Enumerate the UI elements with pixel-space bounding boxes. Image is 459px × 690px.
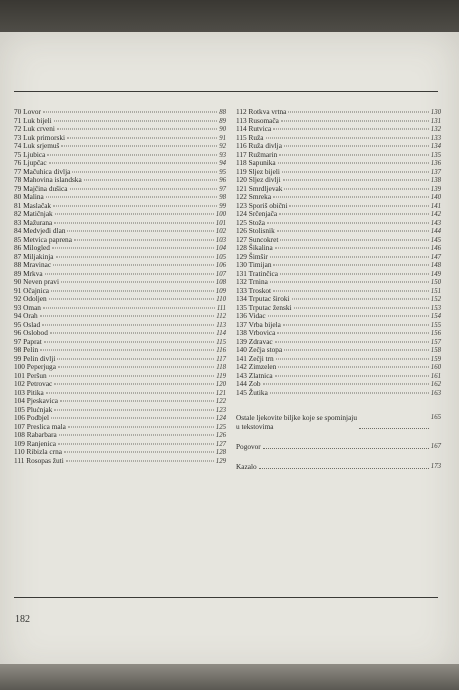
dot-leader bbox=[61, 282, 214, 283]
entry-page-number: 107 bbox=[215, 270, 226, 278]
entry-page-number: 148 bbox=[430, 262, 441, 269]
entry-label: 132 Trnina bbox=[236, 277, 268, 286]
dot-leader bbox=[275, 375, 429, 376]
entry-page-number: 89 bbox=[219, 117, 226, 125]
dot-leader bbox=[270, 256, 429, 257]
entry-page-number: 137 bbox=[430, 168, 441, 176]
entry-label: 97 Paprat bbox=[14, 336, 42, 346]
dot-leader bbox=[259, 468, 429, 469]
entry-label: 121 Smrdljevak bbox=[236, 183, 283, 193]
entry-page-number: 136 bbox=[430, 160, 441, 167]
dot-leader bbox=[359, 428, 429, 429]
entry-page-number: 152 bbox=[430, 296, 441, 303]
entry-page-number: 159 bbox=[430, 355, 441, 363]
entry-page-number: 144 bbox=[430, 228, 441, 235]
dot-leader bbox=[46, 197, 217, 198]
entry-page-number: 93 bbox=[219, 151, 226, 159]
entry-label: 129 Šimšir bbox=[236, 251, 268, 261]
dot-leader bbox=[51, 290, 214, 291]
dot-leader bbox=[51, 418, 214, 419]
entry-label: 93 Oman bbox=[14, 302, 41, 312]
entry-label: 111 Rosopas žuti bbox=[14, 455, 64, 465]
entry-label: 112 Rotkva vrtna bbox=[236, 107, 287, 116]
entry-page-number: 173 bbox=[430, 463, 441, 470]
dot-leader bbox=[57, 129, 217, 130]
dot-leader bbox=[281, 120, 429, 121]
dot-leader bbox=[67, 231, 213, 232]
entry-page-number: 129 bbox=[215, 457, 226, 465]
dot-leader bbox=[58, 367, 214, 368]
dot-leader bbox=[294, 307, 429, 308]
index-entry bbox=[14, 295, 226, 304]
dot-leader bbox=[56, 256, 214, 257]
dot-leader bbox=[40, 350, 214, 351]
dot-leader bbox=[49, 163, 218, 164]
index-entry bbox=[14, 142, 226, 151]
entry-label: 117 Ružmarin bbox=[236, 149, 278, 159]
dot-leader bbox=[266, 137, 429, 138]
entry-label: 145 Žutika bbox=[236, 387, 268, 397]
entry-label: 130 Timijan bbox=[236, 260, 272, 269]
entry-label: 141 Zečji trn bbox=[236, 353, 274, 363]
dot-leader bbox=[57, 358, 214, 359]
entry-page-number: 146 bbox=[430, 245, 441, 252]
dot-leader bbox=[72, 171, 217, 172]
dot-leader bbox=[270, 282, 429, 283]
entry-page-number: 151 bbox=[430, 287, 441, 295]
dot-leader bbox=[49, 299, 215, 300]
dot-leader bbox=[55, 214, 214, 215]
entry-label: 109 Ranjenica bbox=[14, 438, 56, 448]
dot-leader bbox=[277, 231, 429, 232]
entry-label: 78 Mahovina islandska bbox=[14, 175, 82, 184]
entry-label: 96 Oslobod bbox=[14, 328, 48, 337]
entry-label: 98 Pelin bbox=[14, 345, 39, 354]
entry-page-number: 116 bbox=[216, 347, 226, 354]
entry-page-number: 111 bbox=[216, 304, 226, 312]
entry-page-number: 142 bbox=[430, 211, 441, 218]
dot-leader bbox=[52, 248, 214, 249]
entry-label: 101 Peršun bbox=[14, 370, 47, 380]
index-entry bbox=[236, 389, 441, 398]
entry-label: 90 Neven pravi bbox=[14, 277, 59, 286]
entry-label: 75 Ljubica bbox=[14, 149, 46, 159]
entry-page-number: 114 bbox=[216, 330, 226, 337]
dot-leader bbox=[67, 137, 217, 138]
dot-leader bbox=[54, 409, 213, 410]
dot-leader bbox=[279, 214, 429, 215]
dot-leader bbox=[43, 112, 217, 113]
entry-label: 140 Zečja stopa bbox=[236, 345, 283, 354]
entry-page-number: 162 bbox=[430, 381, 441, 388]
entry-page-number: 153 bbox=[430, 304, 441, 312]
entry-label: 116 Ruža divlja bbox=[236, 141, 282, 150]
entry-label: 131 Tratinčica bbox=[236, 268, 278, 278]
entry-label: 135 Trputac ženski bbox=[236, 302, 292, 312]
dot-leader bbox=[84, 180, 218, 181]
top-rule bbox=[14, 91, 438, 92]
entry-label: 79 Majčina dušica bbox=[14, 183, 68, 193]
entry-label: 72 Luk crveni bbox=[14, 124, 55, 133]
entry-page-number: 118 bbox=[216, 364, 226, 371]
entry-page-number: 110 bbox=[216, 296, 226, 303]
dot-leader bbox=[263, 448, 429, 449]
entry-page-number: 167 bbox=[430, 443, 441, 450]
dot-leader bbox=[45, 273, 214, 274]
dot-leader bbox=[283, 324, 429, 325]
dot-leader bbox=[289, 205, 428, 206]
entry-label: 83 Mažurana bbox=[14, 217, 53, 227]
dot-leader bbox=[279, 154, 429, 155]
dot-leader bbox=[284, 350, 429, 351]
entry-label: 102 Petrovac bbox=[14, 379, 53, 388]
entry-page-number: 141 bbox=[430, 202, 441, 210]
index-entry bbox=[14, 312, 226, 321]
entry-label: 114 Rutvica bbox=[236, 124, 272, 133]
entry-page-number: 102 bbox=[215, 228, 226, 235]
entry-label: 103 Pitika bbox=[14, 387, 44, 397]
entry-label: 107 Preslica mala bbox=[14, 421, 66, 431]
dot-leader bbox=[70, 188, 218, 189]
extra-entry-line2: u tekstovima bbox=[236, 422, 274, 431]
entry-page-number: 133 bbox=[430, 134, 441, 142]
extra-entry-line1: Pogovor bbox=[236, 442, 261, 451]
index-entry bbox=[14, 185, 226, 194]
entry-page-number: 117 bbox=[216, 355, 226, 363]
entry-label: 126 Stolisnik bbox=[236, 226, 275, 235]
entry-label: 115 Ruža bbox=[236, 132, 264, 142]
entry-page-number: 91 bbox=[219, 134, 226, 142]
extra-entry-text bbox=[236, 442, 261, 451]
entry-page-number: 130 bbox=[430, 109, 441, 116]
dot-leader bbox=[284, 188, 428, 189]
dot-leader bbox=[54, 120, 218, 121]
entry-label: 94 Orah bbox=[14, 311, 38, 320]
dot-leader bbox=[280, 273, 429, 274]
dot-leader bbox=[40, 316, 215, 317]
entry-label: 92 Odoljen bbox=[14, 294, 47, 303]
dot-leader bbox=[273, 265, 428, 266]
entry-page-number: 103 bbox=[215, 236, 226, 244]
entry-page-number: 108 bbox=[215, 279, 226, 286]
entry-label: 70 Lovor bbox=[14, 107, 41, 116]
dot-leader bbox=[46, 392, 214, 393]
entry-label: 142 Zimzelen bbox=[236, 362, 277, 371]
entry-page-number: 101 bbox=[215, 219, 226, 227]
entry-page-number: 94 bbox=[219, 160, 226, 167]
entry-label: 100 Peperjuga bbox=[14, 362, 56, 371]
entry-page-number: 140 bbox=[430, 194, 441, 201]
dot-leader bbox=[43, 307, 215, 308]
entry-label: 143 Zlatnica bbox=[236, 370, 273, 380]
dot-leader bbox=[42, 324, 214, 325]
entry-label: 125 Stoža bbox=[236, 217, 265, 227]
dot-leader bbox=[278, 163, 429, 164]
index-entry bbox=[236, 372, 441, 381]
index-column-right bbox=[236, 108, 441, 482]
entry-page-number: 157 bbox=[430, 338, 441, 346]
entry-page-number: 113 bbox=[216, 321, 226, 329]
index-entry bbox=[236, 210, 441, 219]
entry-page-number: 115 bbox=[216, 338, 226, 346]
dot-leader bbox=[61, 146, 217, 147]
entry-label: 81 Maslačak bbox=[14, 200, 52, 210]
index-entry bbox=[14, 329, 226, 338]
page-number: 182 bbox=[15, 614, 30, 625]
dot-leader bbox=[74, 239, 214, 240]
index-entry bbox=[14, 380, 226, 389]
entry-page-number: 92 bbox=[219, 143, 226, 150]
entry-page-number: 150 bbox=[430, 279, 441, 286]
dot-leader bbox=[53, 265, 214, 266]
entry-page-number: 138 bbox=[430, 177, 441, 184]
dot-leader bbox=[66, 460, 214, 461]
entry-page-number: 145 bbox=[430, 236, 441, 244]
dot-leader bbox=[276, 358, 429, 359]
extra-entry-line1: Kazalo bbox=[236, 462, 257, 471]
entry-label: 113 Rusomača bbox=[236, 115, 279, 125]
entry-page-number: 147 bbox=[430, 253, 441, 261]
dot-leader bbox=[47, 154, 217, 155]
dot-leader bbox=[54, 384, 213, 385]
dot-leader bbox=[267, 222, 429, 223]
entry-label: 110 Ribizla crna bbox=[14, 447, 62, 456]
entry-label: 134 Trputac široki bbox=[236, 294, 290, 303]
entry-page-number: 119 bbox=[216, 372, 226, 380]
dot-leader bbox=[268, 316, 429, 317]
entry-page-number: 154 bbox=[430, 313, 441, 320]
dot-leader bbox=[292, 299, 429, 300]
entry-page-number: 120 bbox=[215, 381, 226, 388]
entry-page-number: 105 bbox=[215, 253, 226, 261]
entry-label: 86 Milogled bbox=[14, 243, 50, 252]
entry-page-number: 135 bbox=[430, 151, 441, 159]
index-entry bbox=[236, 304, 441, 313]
dot-leader bbox=[58, 443, 214, 444]
entry-page-number: 165 bbox=[430, 414, 441, 421]
dot-leader bbox=[273, 197, 429, 198]
entry-page-number: 97 bbox=[219, 185, 226, 193]
extra-entry bbox=[236, 413, 441, 431]
entry-page-number: 132 bbox=[430, 126, 441, 133]
entry-label: 133 Troskot bbox=[236, 285, 272, 295]
dot-leader bbox=[263, 384, 429, 385]
entry-page-number: 126 bbox=[215, 432, 226, 439]
entry-page-number: 125 bbox=[215, 423, 226, 431]
index-entries-right bbox=[236, 108, 441, 397]
dot-leader bbox=[278, 367, 428, 368]
entry-label: 105 Plućnjak bbox=[14, 404, 53, 414]
entry-label: 139 Zdravac bbox=[236, 336, 273, 346]
entry-page-number: 96 bbox=[219, 177, 226, 184]
entry-label: 138 Vrbovica bbox=[236, 328, 276, 337]
entry-label: 71 Luk bijeli bbox=[14, 115, 52, 125]
entry-page-number: 143 bbox=[430, 219, 441, 227]
entry-label: 123 Sporiš obični bbox=[236, 200, 288, 210]
entry-page-number: 155 bbox=[430, 321, 441, 329]
entry-page-number: 88 bbox=[219, 109, 226, 116]
index-entry bbox=[14, 338, 226, 347]
dot-leader bbox=[53, 205, 217, 206]
dot-leader bbox=[277, 333, 428, 334]
entry-page-number: 123 bbox=[215, 406, 226, 414]
entry-page-number: 139 bbox=[430, 185, 441, 193]
entry-label: 87 Miljakinja bbox=[14, 251, 54, 261]
entry-label: 124 Srčenjača bbox=[236, 209, 278, 218]
entry-label: 119 Sljez bijeli bbox=[236, 166, 280, 176]
entry-label: 85 Metvica paprena bbox=[14, 234, 72, 244]
entry-label: 95 Oslad bbox=[14, 319, 41, 329]
extra-entries bbox=[236, 413, 441, 471]
dot-leader bbox=[280, 239, 428, 240]
dot-leader bbox=[273, 129, 429, 130]
entry-label: 99 Pelin divlji bbox=[14, 353, 56, 363]
entry-page-number: 124 bbox=[215, 415, 226, 422]
entry-page-number: 131 bbox=[430, 117, 441, 125]
dot-leader bbox=[50, 333, 214, 334]
dot-leader bbox=[273, 290, 429, 291]
entry-label: 82 Matičnjak bbox=[14, 209, 53, 218]
entry-page-number: 149 bbox=[430, 270, 441, 278]
extra-entry bbox=[236, 442, 441, 451]
dot-leader bbox=[284, 146, 429, 147]
entry-label: 122 Smreka bbox=[236, 192, 272, 201]
entry-label: 128 Šikalina bbox=[236, 243, 273, 252]
entry-page-number: 112 bbox=[216, 313, 226, 320]
entry-label: 89 Mrkva bbox=[14, 268, 43, 278]
extra-entry-text bbox=[236, 462, 257, 471]
entry-page-number: 161 bbox=[430, 372, 441, 380]
entry-label: 136 Vidac bbox=[236, 311, 266, 320]
entry-label: 144 Zob bbox=[236, 379, 261, 388]
dot-leader bbox=[68, 426, 214, 427]
entry-page-number: 158 bbox=[430, 347, 441, 354]
dot-leader bbox=[54, 222, 214, 223]
entry-page-number: 100 bbox=[215, 211, 226, 218]
dot-leader bbox=[282, 171, 429, 172]
entry-label: 84 Medvjeđi dlan bbox=[14, 226, 66, 235]
entry-page-number: 98 bbox=[219, 194, 226, 201]
entry-label: 137 Vrba bijela bbox=[236, 319, 281, 329]
entry-page-number: 121 bbox=[215, 389, 226, 397]
dot-leader bbox=[64, 452, 214, 453]
extra-entry bbox=[236, 462, 441, 471]
index-entry bbox=[14, 304, 226, 313]
entry-page-number: 128 bbox=[215, 449, 226, 456]
extra-entry-text bbox=[236, 413, 357, 431]
dot-leader bbox=[60, 401, 214, 402]
entry-page-number: 90 bbox=[219, 126, 226, 133]
extra-entry-line1: Ostale ljekovite biljke koje se spominjaju bbox=[236, 413, 357, 422]
entry-label: 127 Suncokret bbox=[236, 234, 279, 244]
index-entry bbox=[236, 125, 441, 134]
entry-label: 120 Sljez divlji bbox=[236, 175, 281, 184]
entry-page-number: 163 bbox=[430, 389, 441, 397]
entry-label: 73 Luk primorski bbox=[14, 132, 66, 142]
entry-page-number: 122 bbox=[215, 398, 226, 405]
entry-page-number: 109 bbox=[215, 287, 226, 295]
index-entry bbox=[14, 261, 226, 270]
entry-page-number: 104 bbox=[215, 245, 226, 252]
entry-page-number: 99 bbox=[219, 202, 226, 210]
entry-label: 88 Mravinac bbox=[14, 260, 52, 269]
index-entry bbox=[14, 457, 226, 466]
entry-label: 74 Luk srjemuš bbox=[14, 141, 60, 150]
entry-label: 106 Podbjel bbox=[14, 413, 50, 422]
entry-page-number: 127 bbox=[215, 440, 226, 448]
dot-leader bbox=[275, 248, 429, 249]
index-column-left bbox=[14, 108, 226, 465]
dot-leader bbox=[270, 392, 429, 393]
entry-page-number: 95 bbox=[219, 168, 226, 176]
dot-leader bbox=[44, 341, 215, 342]
entry-page-number: 160 bbox=[430, 364, 441, 371]
dot-leader bbox=[59, 435, 214, 436]
entry-label: 80 Malina bbox=[14, 192, 44, 201]
dot-leader bbox=[49, 375, 215, 376]
entry-label: 76 Ljupčac bbox=[14, 158, 47, 167]
entry-label: 108 Rabarbara bbox=[14, 430, 57, 439]
entry-page-number: 134 bbox=[430, 143, 441, 150]
dot-leader bbox=[283, 180, 429, 181]
entry-label: 77 Mačuhica divlja bbox=[14, 166, 71, 176]
entry-page-number: 156 bbox=[430, 330, 441, 337]
entry-label: 91 Očajnica bbox=[14, 285, 50, 295]
entry-label: 104 Pjeskavica bbox=[14, 396, 58, 405]
entry-page-number: 106 bbox=[215, 262, 226, 269]
dot-leader bbox=[288, 112, 428, 113]
bottom-rule bbox=[14, 597, 438, 598]
dot-leader bbox=[275, 341, 429, 342]
background-bottom bbox=[0, 664, 459, 690]
entry-label: 118 Sapunika bbox=[236, 158, 276, 167]
